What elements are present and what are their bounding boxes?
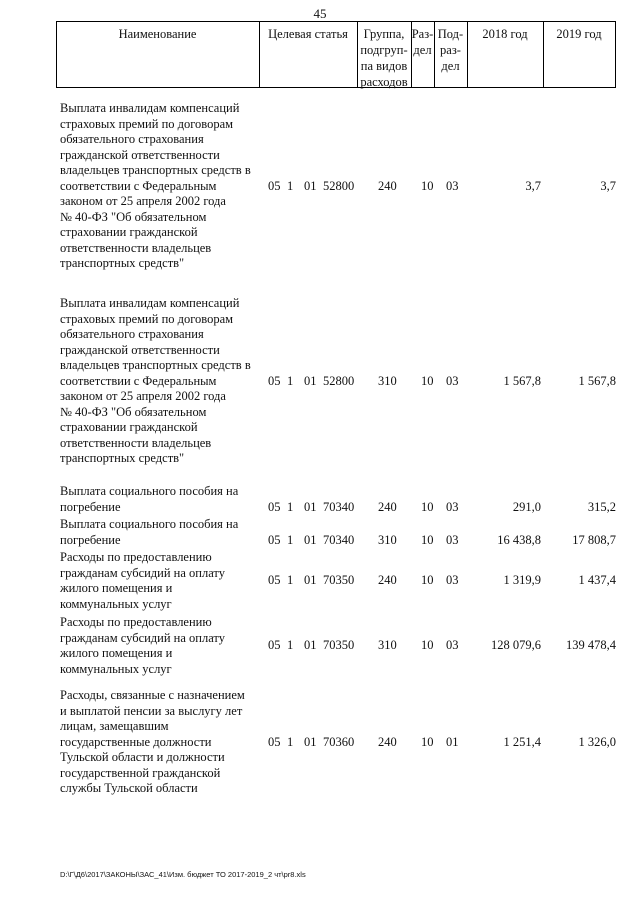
table-header — [56, 21, 616, 87]
code-expense-group: 310 — [378, 374, 397, 388]
amount-2018: 1 319,9 — [503, 573, 541, 587]
header-year-2019: 2019 год — [556, 27, 602, 41]
amount-2019: 1 326,0 — [578, 735, 616, 749]
code-section: 10 — [421, 573, 434, 587]
header-name: Наименование — [118, 27, 197, 41]
header-expense-group: Группа, подгруп- па видов расходов — [360, 27, 408, 89]
code-main-activity: 01 — [304, 374, 317, 388]
code-subsection: 03 — [446, 573, 459, 587]
code-program: 05 — [268, 573, 281, 587]
code-subprogram: 1 — [287, 179, 294, 193]
code-expense-group: 310 — [378, 638, 397, 652]
code-subprogram: 1 — [287, 735, 294, 749]
code-program: 05 — [268, 638, 281, 652]
code-main-activity: 01 — [304, 533, 317, 547]
header-section: Раз- дел — [411, 27, 434, 57]
header-target-article: Целевая статья — [268, 27, 348, 41]
page-number: 45 — [313, 6, 327, 21]
code-direction: 70340 — [323, 500, 355, 514]
file-path-footer: D:\Г\Д6\2017\ЗАКОНЫ\ЗАС_41\Изм. бюджет ТО 2017-2019_2 чт\pr8.xls — [60, 870, 306, 879]
code-expense-group: 240 — [378, 735, 397, 749]
code-direction: 70350 — [323, 573, 355, 587]
code-direction: 70350 — [323, 638, 355, 652]
code-expense-group: 240 — [378, 573, 397, 587]
code-subprogram: 1 — [287, 638, 294, 652]
code-subsection: 03 — [446, 374, 459, 388]
code-main-activity: 01 — [304, 735, 317, 749]
code-direction: 70360 — [323, 735, 355, 749]
code-expense-group: 310 — [378, 533, 397, 547]
code-main-activity: 01 — [304, 638, 317, 652]
code-program: 05 — [268, 374, 281, 388]
code-section: 10 — [421, 533, 434, 547]
amount-2018: 3,7 — [525, 179, 541, 193]
header-year-2018: 2018 год — [482, 27, 528, 41]
code-direction: 52800 — [323, 179, 355, 193]
code-section: 10 — [421, 179, 434, 193]
code-subprogram: 1 — [287, 500, 294, 514]
code-direction: 70340 — [323, 533, 355, 547]
code-main-activity: 01 — [304, 573, 317, 587]
row-name: Расходы по предоставлению гражданам субсидий на оплату жилого помещения и коммунальных услуг — [60, 550, 225, 611]
code-subsection: 03 — [446, 533, 459, 547]
row-name: Выплата инвалидам компенсаций страховых премий по договорам обязательного страхования гражданской ответственности владельцев транспортных средств в соответствии с Федеральным законом от 25 апреля 2002 года № 40-ФЗ "Об обязательном страховании гражданской ответственности владельцев транспортных средств" — [60, 101, 251, 270]
code-direction: 52800 — [323, 374, 355, 388]
code-subprogram: 1 — [287, 573, 294, 587]
code-section: 10 — [421, 735, 434, 749]
code-expense-group: 240 — [378, 179, 397, 193]
row-name: Выплата инвалидам компенсаций страховых премий по договорам обязательного страхования гражданской ответственности владельцев транспортных средств в соответствии с Федеральным законом от 25 апреля 2002 года № 40-ФЗ "Об обязательном страховании гражданской ответственности владельцев транспортных средств" — [60, 296, 251, 465]
code-program: 05 — [268, 179, 281, 193]
row-name: Расходы, связанные с назначением и выплатой пенсии за выслугу лет лицам, замещавшим государственные должности Тульской области и должности государственной гражданской службы Тульской области — [60, 688, 245, 795]
code-expense-group: 240 — [378, 500, 397, 514]
amount-2018: 16 438,8 — [497, 533, 541, 547]
code-subsection: 03 — [446, 500, 459, 514]
header-top-rule — [56, 21, 616, 22]
header-bottom-rule — [56, 87, 616, 88]
amount-2019: 1 437,4 — [578, 573, 616, 587]
code-program: 05 — [268, 735, 281, 749]
code-section: 10 — [421, 638, 434, 652]
amount-2018: 1 251,4 — [503, 735, 541, 749]
code-subprogram: 1 — [287, 374, 294, 388]
code-section: 10 — [421, 500, 434, 514]
amount-2018: 128 079,6 — [491, 638, 541, 652]
code-program: 05 — [268, 533, 281, 547]
amount-2019: 315,2 — [587, 500, 616, 514]
amount-2018: 1 567,8 — [503, 374, 541, 388]
code-main-activity: 01 — [304, 500, 317, 514]
row-name: Расходы по предоставлению гражданам субсидий на оплату жилого помещения и коммунальных услуг — [60, 615, 225, 676]
header-subsection: Под- раз- дел — [437, 27, 464, 73]
code-subsection: 03 — [446, 179, 459, 193]
amount-2018: 291,0 — [512, 500, 541, 514]
code-main-activity: 01 — [304, 179, 317, 193]
code-program: 05 — [268, 500, 281, 514]
code-subsection: 01 — [446, 735, 459, 749]
row-name: Выплата социального пособия на погребение — [60, 484, 239, 514]
code-section: 10 — [421, 374, 434, 388]
code-subsection: 03 — [446, 638, 459, 652]
amount-2019: 1 567,8 — [578, 374, 616, 388]
amount-2019: 17 808,7 — [572, 533, 616, 547]
row-name: Выплата социального пособия на погребение — [60, 517, 239, 547]
header-divider — [615, 21, 616, 87]
code-subprogram: 1 — [287, 533, 294, 547]
amount-2019: 139 478,4 — [566, 638, 616, 652]
amount-2019: 3,7 — [600, 179, 616, 193]
